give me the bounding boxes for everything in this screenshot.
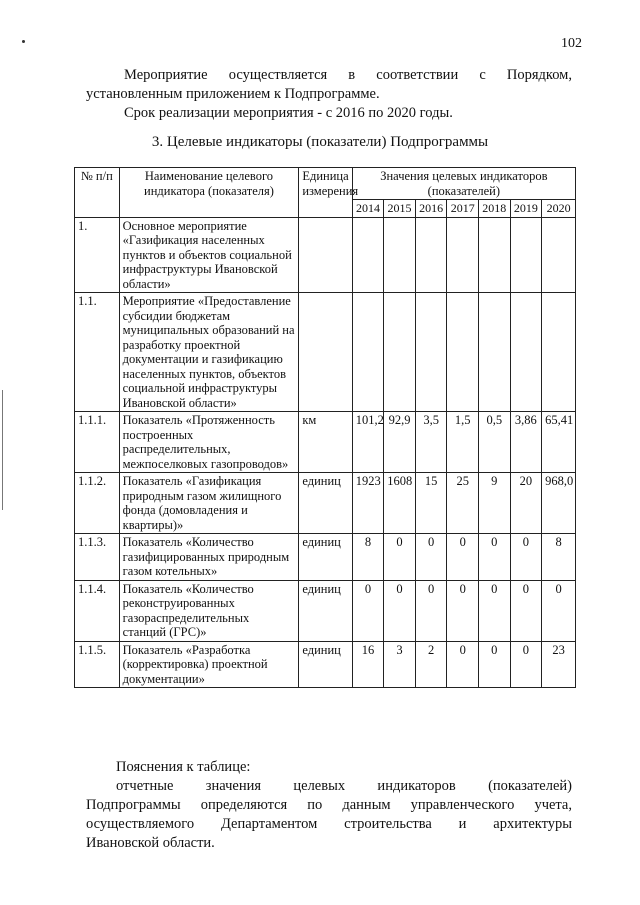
table-row xyxy=(75,641,576,688)
row-value: 0 xyxy=(352,580,384,641)
row-value: 16 xyxy=(352,641,384,688)
header-year: 2016 xyxy=(415,200,447,218)
notes-line: осуществляемого Департаментом строительства и архитектуры xyxy=(86,816,572,832)
row-unit: км xyxy=(299,412,352,473)
row-value xyxy=(510,217,542,293)
row-name: Показатель «Разработка (корректировка) проектной документации» xyxy=(119,641,299,688)
row-num: 1.1. xyxy=(75,293,120,412)
header-num: № п/п xyxy=(75,168,120,218)
header-unit: Единица измерения xyxy=(299,168,352,218)
row-value: 9 xyxy=(479,473,511,534)
row-num: 1.1.4. xyxy=(75,580,120,641)
row-name: Показатель «Количество газифицированных природным газом котельных» xyxy=(119,534,299,581)
row-value: 0 xyxy=(510,641,542,688)
row-value: 1,5 xyxy=(447,412,479,473)
row-value: 0 xyxy=(415,580,447,641)
row-num: 1. xyxy=(75,217,120,293)
row-value: 92,9 xyxy=(384,412,416,473)
row-value: 0 xyxy=(479,580,511,641)
header-year: 2014 xyxy=(352,200,384,218)
row-name: Показатель «Количество реконструированных газораспределительных станций (ГРС)» xyxy=(119,580,299,641)
row-value xyxy=(352,217,384,293)
row-value xyxy=(510,293,542,412)
row-value xyxy=(447,293,479,412)
header-name: Наименование целевого индикатора (показателя) xyxy=(119,168,299,218)
table-row xyxy=(75,580,576,641)
row-name: Основное мероприятие «Газификация населенных пунктов и объектов социальной инфраструктуры Ивановской области» xyxy=(119,217,299,293)
header-year: 2020 xyxy=(542,200,576,218)
row-value: 0,5 xyxy=(479,412,511,473)
row-value xyxy=(415,217,447,293)
header-year: 2017 xyxy=(447,200,479,218)
row-value: 8 xyxy=(542,534,576,581)
row-value: 3 xyxy=(384,641,416,688)
notes-line: Подпрограммы определяются по данным управленческого учета, xyxy=(86,797,572,813)
row-value xyxy=(542,293,576,412)
row-value: 25 xyxy=(447,473,479,534)
table-row xyxy=(75,534,576,581)
row-num: 1.1.3. xyxy=(75,534,120,581)
row-value: 3,5 xyxy=(415,412,447,473)
row-value: 0 xyxy=(384,580,416,641)
row-value: 20 xyxy=(510,473,542,534)
row-unit: единиц xyxy=(299,580,352,641)
row-value: 0 xyxy=(479,641,511,688)
row-value xyxy=(542,217,576,293)
row-value xyxy=(447,217,479,293)
header-year: 2015 xyxy=(384,200,416,218)
notes-line: Ивановской области. xyxy=(86,835,215,851)
header-year: 2018 xyxy=(479,200,511,218)
indicators-table xyxy=(74,167,576,688)
row-unit: единиц xyxy=(299,473,352,534)
row-value: 0 xyxy=(510,534,542,581)
row-value: 1923 xyxy=(352,473,384,534)
scan-artifact-line xyxy=(2,390,3,510)
row-value: 8 xyxy=(352,534,384,581)
table-row xyxy=(75,217,576,293)
intro-paragraph-1: Мероприятие осуществляется в соответствии с Порядком, xyxy=(124,67,572,83)
row-value: 0 xyxy=(447,580,479,641)
row-name: Показатель «Газификация природным газом жилищного фонда (домовладения и квартиры)» xyxy=(119,473,299,534)
table-row xyxy=(75,412,576,473)
row-value: 2 xyxy=(415,641,447,688)
row-name: Мероприятие «Предоставление субсидии бюджетам муниципальных образований на разработку проектной документации и газификацию населенных пунктов, объектов социальной инфраструктуры Ивановской области» xyxy=(119,293,299,412)
row-value xyxy=(384,293,416,412)
notes-line: отчетные значения целевых индикаторов (показателей) xyxy=(116,778,572,794)
table-row xyxy=(75,293,576,412)
header-year: 2019 xyxy=(510,200,542,218)
row-value: 0 xyxy=(415,534,447,581)
row-unit: единиц xyxy=(299,534,352,581)
row-value: 0 xyxy=(542,580,576,641)
intro-paragraph-2: Срок реализации мероприятия - с 2016 по 2020 годы. xyxy=(124,105,453,121)
row-value xyxy=(415,293,447,412)
table-row xyxy=(75,473,576,534)
row-value: 0 xyxy=(510,580,542,641)
row-value: 0 xyxy=(479,534,511,581)
row-value: 0 xyxy=(384,534,416,581)
row-num: 1.1.2. xyxy=(75,473,120,534)
row-value: 968,0 xyxy=(542,473,576,534)
row-value xyxy=(384,217,416,293)
row-num: 1.1.5. xyxy=(75,641,120,688)
row-value xyxy=(479,217,511,293)
row-value: 3,86 xyxy=(510,412,542,473)
page-number: 102 xyxy=(561,36,582,51)
section-title: 3. Целевые индикаторы (показатели) Подпрограммы xyxy=(151,134,489,150)
row-name: Показатель «Протяженность построенных распределительных, межпоселковых газопроводов» xyxy=(119,412,299,473)
row-value: 65,41 xyxy=(542,412,576,473)
notes-heading: Пояснения к таблице: xyxy=(116,759,251,775)
row-value: 0 xyxy=(447,641,479,688)
row-value xyxy=(479,293,511,412)
row-value: 1608 xyxy=(384,473,416,534)
row-value: 0 xyxy=(447,534,479,581)
scan-artifact-dot xyxy=(22,40,25,43)
header-values: Значения целевых индикаторов (показателей) xyxy=(352,168,575,200)
row-value: 15 xyxy=(415,473,447,534)
row-unit xyxy=(299,293,352,412)
row-unit xyxy=(299,217,352,293)
row-num: 1.1.1. xyxy=(75,412,120,473)
row-value: 101,2 xyxy=(352,412,384,473)
intro-paragraph-1-cont: установленным приложением к Подпрограмме. xyxy=(86,86,380,102)
row-value xyxy=(352,293,384,412)
row-value: 23 xyxy=(542,641,576,688)
row-unit: единиц xyxy=(299,641,352,688)
